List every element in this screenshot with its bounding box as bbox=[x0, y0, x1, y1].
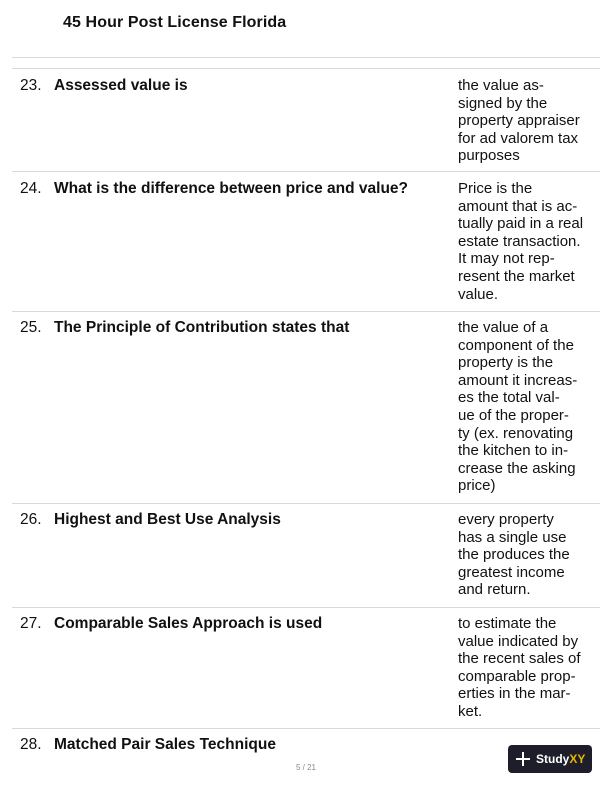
definition-line: amount it increas- bbox=[458, 371, 578, 389]
definition-line: greatest income bbox=[458, 563, 565, 581]
definition-line: crease the asking bbox=[458, 459, 576, 477]
definition-line: ue of the proper- bbox=[458, 406, 569, 424]
page-number: 5 / 21 bbox=[295, 763, 316, 772]
definition-line: Price is the bbox=[458, 180, 533, 197]
plus-icon bbox=[514, 750, 532, 768]
header-divider bbox=[12, 68, 600, 69]
definition-line: comparable prop- bbox=[458, 667, 576, 685]
definition-line: the recent sales of bbox=[458, 650, 581, 668]
definition-line: It may not rep- bbox=[458, 250, 555, 268]
brand-name bbox=[536, 752, 585, 766]
entry-number: 27. bbox=[20, 615, 42, 632]
entry-definition bbox=[458, 77, 593, 165]
entry-term: Assessed value is bbox=[54, 77, 188, 94]
row-divider bbox=[12, 728, 600, 729]
entry-number: 28. bbox=[20, 736, 42, 753]
definition-line: purposes bbox=[458, 147, 520, 165]
entry-definition bbox=[458, 180, 593, 303]
entry-definition bbox=[458, 615, 593, 721]
row-divider bbox=[12, 311, 600, 312]
definition-line: component of the bbox=[458, 336, 574, 354]
definition-line: price) bbox=[458, 477, 496, 495]
entry-term: Highest and Best Use Analysis bbox=[54, 511, 281, 528]
definition-line: the value of a bbox=[458, 319, 549, 336]
entry-term: Comparable Sales Approach is used bbox=[54, 615, 323, 632]
definition-line: es the total val- bbox=[458, 389, 560, 407]
definition-line: the kitchen to in- bbox=[458, 442, 569, 460]
header-divider bbox=[12, 57, 600, 58]
entry-number: 24. bbox=[20, 180, 42, 197]
definition-line: estate transaction. bbox=[458, 232, 581, 250]
definition-line: resent the market bbox=[458, 267, 575, 285]
brand-name-accent: XY bbox=[569, 752, 586, 766]
definition-line: ket. bbox=[458, 702, 483, 720]
entry-definition bbox=[458, 511, 593, 599]
entry-number: 23. bbox=[20, 77, 42, 94]
studyxy-logo-button[interactable] bbox=[508, 745, 592, 773]
entry-number: 25. bbox=[20, 319, 42, 336]
definition-line: signed by the bbox=[458, 94, 548, 112]
row-divider bbox=[12, 171, 600, 172]
document-title: 45 Hour Post License Florida bbox=[63, 14, 287, 31]
definition-line: amount that is ac- bbox=[458, 197, 578, 215]
row-divider bbox=[12, 503, 600, 504]
entry-term: Matched Pair Sales Technique bbox=[54, 736, 276, 753]
definition-line: property is the bbox=[458, 354, 554, 372]
definition-line: the produces the bbox=[458, 546, 570, 564]
definition-line: ty (ex. renovating bbox=[458, 424, 574, 442]
definition-line: property appraiser bbox=[458, 112, 580, 130]
brand-name-main: Study bbox=[536, 752, 570, 766]
definition-line: and return. bbox=[458, 581, 531, 599]
entry-term: What is the difference between price and value? bbox=[54, 180, 409, 197]
definition-line: to estimate the bbox=[458, 615, 557, 632]
definition-line: has a single use bbox=[458, 528, 567, 546]
entry-term: The Principle of Contribution states that bbox=[54, 319, 350, 336]
definition-line: for ad valorem tax bbox=[458, 129, 579, 147]
entry-definition bbox=[458, 319, 593, 495]
definition-line: the value as- bbox=[458, 77, 544, 94]
definition-line: value indicated by bbox=[458, 632, 579, 650]
definition-line: tually paid in a real bbox=[458, 215, 584, 233]
definition-line: erties in the mar- bbox=[458, 685, 571, 703]
definition-line: value. bbox=[458, 285, 499, 303]
row-divider bbox=[12, 607, 600, 608]
definition-line: every property bbox=[458, 511, 554, 528]
entry-number: 26. bbox=[20, 511, 42, 528]
